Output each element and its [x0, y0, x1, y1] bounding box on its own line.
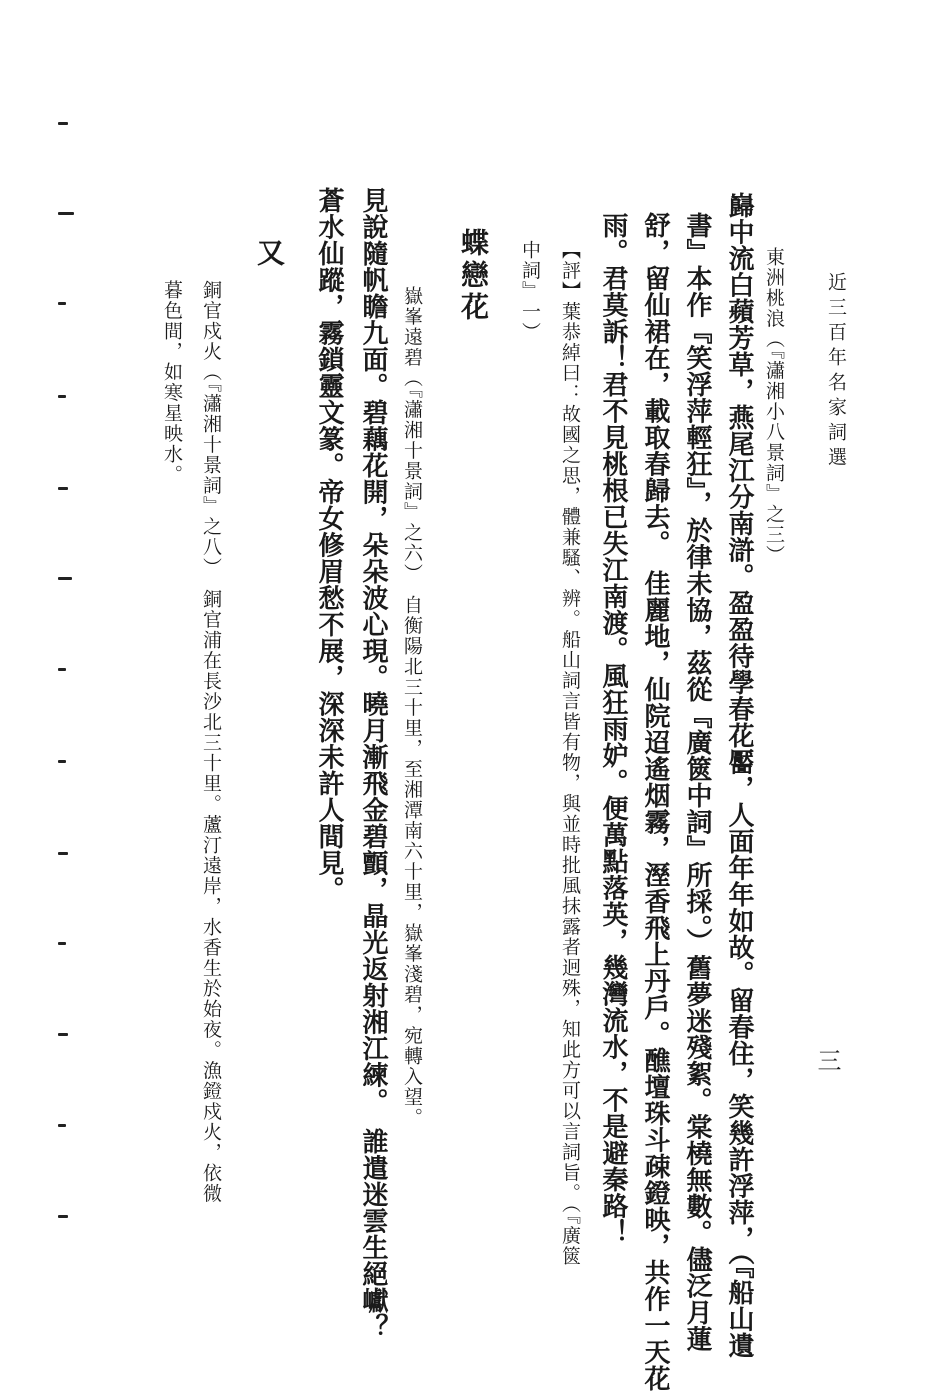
- binding-mark: [58, 487, 68, 490]
- subtitle-east-isle: 東洲桃浪（『瀟湘小八景詞』之三）: [763, 247, 785, 566]
- poem-title: 蝶戀花: [457, 228, 490, 324]
- poem-title: 又: [253, 238, 286, 270]
- text-column: 舒，留仙裙在，載取春歸去。 佳麗地，仙院迢遙烟霧，溼香飛上丹戶。醮壇珠斗疎鐙映，共作一天花: [640, 212, 670, 1392]
- binding-mark: [58, 395, 66, 398]
- binding-mark: [58, 760, 66, 763]
- binding-mark: [58, 122, 68, 125]
- binding-mark: [58, 852, 68, 855]
- binding-mark: [58, 302, 66, 305]
- text-column: 巋中流白蘋芳草，燕尾江分南滸。盈盈待學春花靨，人面年年如故。留春住，笑幾許浮萍，（『船山遺: [724, 192, 754, 1359]
- commentary-column: 【評】葉恭綽曰：故國之思，體兼騷、辨。船山詞言皆有物，與並時批風抹露者迥殊，知此方可以言詞旨。（『廣篋: [559, 240, 581, 1267]
- text-column: 見說隨帆瞻九面。碧藕花開，朵朵波心現。曉月漸飛金碧顫，晶光返射湘江練。 誰遣迷雲生絕巘？: [358, 187, 388, 1340]
- binding-mark: [58, 1124, 66, 1127]
- commentary-column: 中詞』一）: [519, 240, 541, 343]
- subtitle-copper-fort: 銅官戍火（『瀟湘十景詞』之八） 銅官浦在長沙北三十里。蘆汀遠岸，水香生於始夜。漁鐙戍火，依微: [200, 280, 222, 1204]
- page-number: 三: [813, 1048, 841, 1072]
- running-head-book-title: 近三百年名家詞選: [825, 272, 847, 472]
- binding-mark: [58, 668, 66, 671]
- subtitle-mountain-peak: 嶽峯遠碧（『瀟湘十景詞』之六） 自衡陽北三十里，至湘潭南六十里，嶽峯淺碧，宛轉入望。: [401, 286, 423, 1128]
- binding-mark: [58, 942, 66, 945]
- subtitle-continued: 暮色間，如寒星映水。: [161, 280, 183, 485]
- binding-mark: [58, 1215, 68, 1218]
- binding-mark: [58, 577, 72, 580]
- text-column: 蒼水仙蹤，霧鎖靈文篆。帝女修眉愁不展，深深未許人間見。: [314, 187, 344, 903]
- text-column: 雨。君莫訴！君不見桃根已失江南渡。風狂雨妒。便萬點落英，幾灣流水，不是避秦路！: [598, 212, 628, 1246]
- text-column: 書』本作『笑浮萍輕狂』，於律未協，茲從『廣篋中詞』所採。）舊夢迷殘絮。棠橈無數。儘泛月蓮: [682, 212, 712, 1352]
- binding-mark: [58, 212, 74, 215]
- binding-mark: [58, 1033, 68, 1036]
